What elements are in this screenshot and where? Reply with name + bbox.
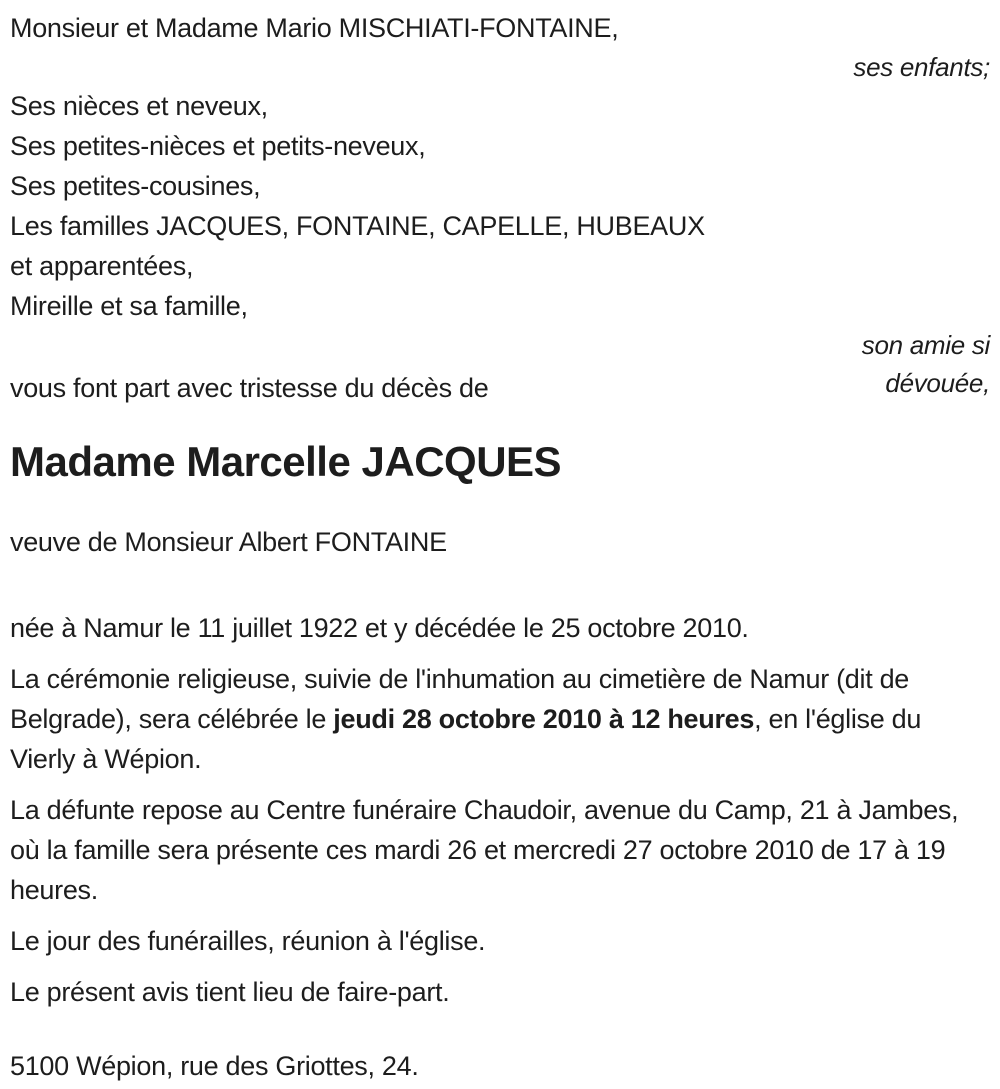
deceased-name-heading: Madame Marcelle JACQUES [10, 438, 562, 485]
ceremony-text-before: La cérémonie religieuse, suivie de l'inhumation au cimetière de Namur (dit de Belgrade), sera célébrée le [10, 664, 910, 734]
announcement-intro: vous font part avec tristesse du décès de [10, 373, 489, 403]
relation-attribution-friend-line1: son amie si [861, 330, 990, 360]
ceremony-paragraph [10, 659, 990, 779]
repose-paragraph: La défunte repose au Centre funéraire Chaudoir, avenue du Camp, 21 à Jambes, où la famille sera présente ces mardi 26 et mercredi 27 octobre 2010 de 17 à 19 heures. [10, 795, 959, 905]
widow-line: veuve de Monsieur Albert FONTAINE [10, 527, 447, 557]
ceremony-datetime: jeudi 28 octobre 2010 à 12 heures [333, 704, 755, 734]
relation-attribution-friend-line2: dévouée, [885, 368, 990, 398]
announcer-line-familles: Les familles JACQUES, FONTAINE, CAPELLE, HUBEAUX [10, 211, 705, 241]
announcer-line-nieces: Ses nièces et neveux, [10, 91, 268, 121]
ceremony-text-after: , en l'église du Vierly à Wépion. [10, 704, 922, 774]
relation-attribution-children: ses enfants; [853, 52, 990, 82]
announcer-line-apparentees: et apparentées, [10, 251, 194, 281]
announcer-line-petites-cousines: Ses petites-cousines, [10, 171, 261, 201]
address-line: 5100 Wépion, rue des Griottes, 24. [10, 1051, 419, 1081]
funeral-day-line: Le jour des funérailles, réunion à l'église. [10, 926, 486, 956]
notice-line: Le présent avis tient lieu de faire-part. [10, 977, 450, 1007]
announcer-line-mireille: Mireille et sa famille, [10, 291, 248, 321]
announcer-line-petites-nieces: Ses petites-nièces et petits-neveux, [10, 131, 426, 161]
birth-death-line: née à Namur le 11 juillet 1922 et y décédée le 25 octobre 2010. [10, 613, 749, 643]
announcer-line-children: Monsieur et Madame Mario MISCHIATI-FONTAINE, [10, 13, 619, 43]
